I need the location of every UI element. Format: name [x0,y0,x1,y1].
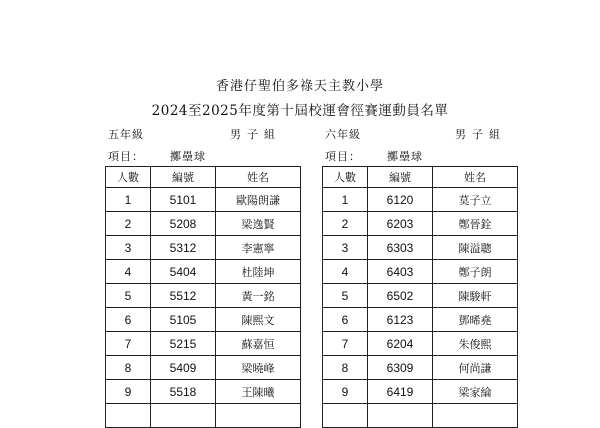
row-count: 3 [106,236,151,260]
table-row [106,332,301,356]
section-header [322,124,522,144]
row-count: 2 [106,212,151,236]
group-label: 男子組 [455,128,506,141]
grade-label: 六年級 [325,128,361,141]
event-item [105,144,305,166]
column-header-number: 編號 [151,167,216,188]
row-count: 7 [106,332,151,356]
item-value: 擲壘球 [170,150,206,163]
row-name: 黃一銘 [216,284,301,308]
row-name: 歐陽朗謙 [216,188,301,212]
school-name: 香港仔聖伯多祿天主教小學 [215,79,384,94]
column-header-name: 姓名 [433,167,518,188]
row-count: 4 [106,260,151,284]
row-count: 1 [323,188,368,212]
table-row [323,404,518,428]
table-row [323,260,518,284]
row-name: 李憲寧 [216,236,301,260]
row-name: 梁逸賢 [216,212,301,236]
row-number: 5105 [151,308,216,332]
row-number: 6502 [368,284,433,308]
grade-label: 五年級 [108,128,144,141]
table-row [323,212,518,236]
row-number: 6403 [368,260,433,284]
row-name: 陳溢聰 [433,236,518,260]
row-name: 鄧晞堯 [433,308,518,332]
column-header-name: 姓名 [216,167,301,188]
row-count [323,404,368,428]
row-count: 9 [323,380,368,404]
table-row [106,356,301,380]
row-count: 8 [106,356,151,380]
event-item [322,144,522,166]
row-number: 5101 [151,188,216,212]
column-header-count: 人數 [323,167,368,188]
row-count: 9 [106,380,151,404]
row-name [433,404,518,428]
table-row [106,404,301,428]
table-row [323,236,518,260]
row-count: 8 [323,356,368,380]
row-number: 5215 [151,332,216,356]
row-name: 陳熙文 [216,308,301,332]
row-count: 5 [323,284,368,308]
row-count: 1 [106,188,151,212]
item-label: 項目： [108,150,144,163]
row-number: 6309 [368,356,433,380]
row-number: 5312 [151,236,216,260]
item-label: 項目： [325,150,361,163]
row-number: 5409 [151,356,216,380]
row-number [151,404,216,428]
row-count: 2 [323,212,368,236]
row-name: 杜陸坤 [216,260,301,284]
row-number: 6203 [368,212,433,236]
table-header-row [106,167,301,188]
table-row [323,332,518,356]
column-header-count: 人數 [106,167,151,188]
row-name [216,404,301,428]
row-count: 7 [323,332,368,356]
row-name: 鄭子朗 [433,260,518,284]
section-header [105,124,305,144]
row-number [368,404,433,428]
row-name: 何尚謙 [433,356,518,380]
row-number: 6204 [368,332,433,356]
table-row [323,356,518,380]
athlete-table [105,166,301,428]
row-count: 6 [106,308,151,332]
table-row [106,284,301,308]
table-row [106,308,301,332]
item-value: 擲壘球 [387,150,423,163]
row-count: 6 [323,308,368,332]
row-number: 5512 [151,284,216,308]
table-row [106,260,301,284]
row-number: 6303 [368,236,433,260]
row-name: 陳駿軒 [433,284,518,308]
row-number: 6120 [368,188,433,212]
row-count: 5 [106,284,151,308]
grade-5-section [105,124,305,428]
table-row [323,188,518,212]
row-count: 3 [323,236,368,260]
row-name: 王陳曦 [216,380,301,404]
row-count [106,404,151,428]
grade-6-section [322,124,522,428]
row-name: 梁家綸 [433,380,518,404]
row-count: 4 [323,260,368,284]
column-header-number: 編號 [368,167,433,188]
table-row [106,236,301,260]
row-name: 鄭晉銓 [433,212,518,236]
group-label: 男子組 [230,128,281,141]
table-header-row [323,167,518,188]
row-name: 莫子立 [433,188,518,212]
table-row [106,188,301,212]
row-name: 梁曉峰 [216,356,301,380]
athlete-table [322,166,518,428]
table-row [323,308,518,332]
row-name: 朱俊熙 [433,332,518,356]
table-row [323,284,518,308]
row-number: 5404 [151,260,216,284]
row-number: 6123 [368,308,433,332]
row-number: 5208 [151,212,216,236]
row-name: 蘇嘉恒 [216,332,301,356]
table-row [106,212,301,236]
row-number: 5518 [151,380,216,404]
event-title: 2024至2025年度第十屆校運會徑賽運動員名單 [151,103,449,119]
row-number: 6419 [368,380,433,404]
